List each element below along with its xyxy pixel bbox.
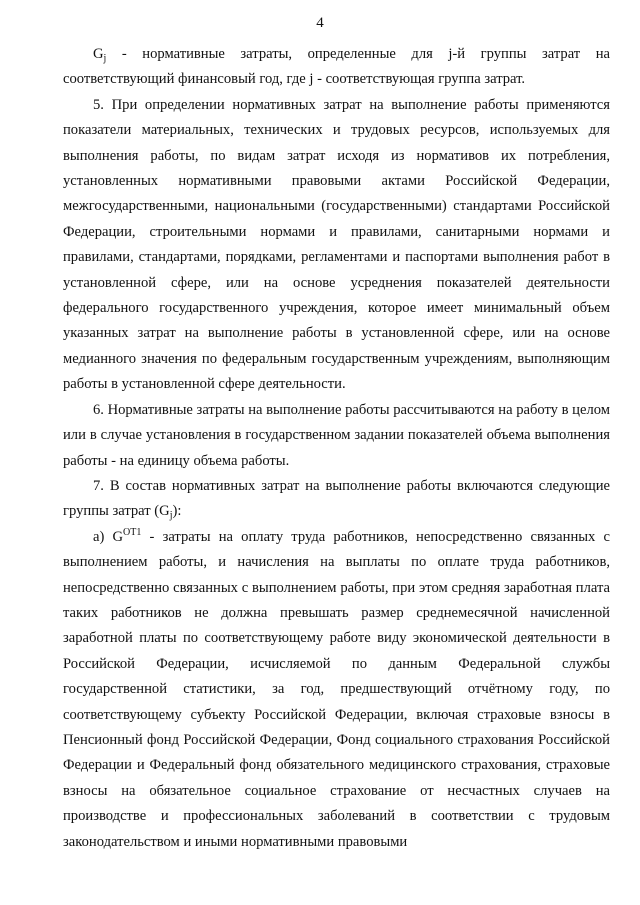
subitem-a-superscript: ОТ1 [123, 526, 142, 538]
page-number: 4 [316, 15, 324, 31]
subitem-a-text: - затраты на оплату труда работников, непосредственно связанных с выполнением работы, и начисления на выплаты по оплате труда работников, непосредственно связанных с выполнением работы, при этом средняя заработная плата таких работников не должна превышать размер среднемесячной начисленной заработной платы по соответствующему работе виду экономической деятельности в Российской Федерации, исчисляемой по данным Федеральной службы государственной статистики, за год, предшествующий отчётному году, по соответствующему субъекту Российской Федерации, включая страховые взносы в Пенсионный фонд Российской Федерации, Фонд социального страхования Российской Федерации и Федеральный фонд обязательного медицинского страхования, страховые взносы на обязательное социальное страхование от несчастных случаев на производстве и профессиональных заболеваний в соответствии с трудовым законодательством и иными нормативными правовыми [63, 528, 610, 850]
paragraph-item-6: 6. Нормативные затраты на выполнение работы рассчитываются на работу в целом или в случае установления в государственном задании показателей объема выполнения работы - на единицу объема работы. [63, 401, 610, 469]
subitem-a-prefix: а) G [93, 528, 124, 545]
item-7-subscript-j: j [169, 510, 173, 522]
gj-definition-text: - нормативные затраты, определенные для j-й группы затрат на соответствующий финансовый год, где j - соответствующая группа затрат. [63, 46, 610, 88]
paragraph-subitem-a [63, 525, 610, 855]
paragraph-item-5: 5. При определении нормативных затрат на выполнение работы применяются показатели материальных, технических и трудовых ресурсов, используемых для выполнения работы, по видам затрат исходя из нормативов их потребления, установленных нормативными правовыми актами Российской Федерации, межгосударственными, национальными (государственными) стандартами Российской Федерации, строительными нормами и правилами, санитарными нормами и правилами, стандартами, порядками, регламентами и паспортами выполнения работ в установленной сфере, или на основе усреднения показателей деятельности федерального государственного учреждения, которое имеет минимальный объем указанных затрат на выполнение работы в установленной сфере, или на основе медианного значения по федеральным государственным учреждениям, выполняющим работы в установленной сфере деятельности. [63, 96, 610, 393]
paragraph-gj-definition [63, 42, 610, 93]
item-7-text: 7. В состав нормативных затрат на выполнение работы включаются следующие группы затрат (G [63, 477, 610, 520]
paragraph-item-7 [63, 474, 610, 525]
symbol-g: G [93, 46, 104, 62]
symbol-subscript-j: j [103, 53, 107, 64]
document-body [63, 42, 610, 855]
item-7-closing: ): [172, 503, 182, 520]
